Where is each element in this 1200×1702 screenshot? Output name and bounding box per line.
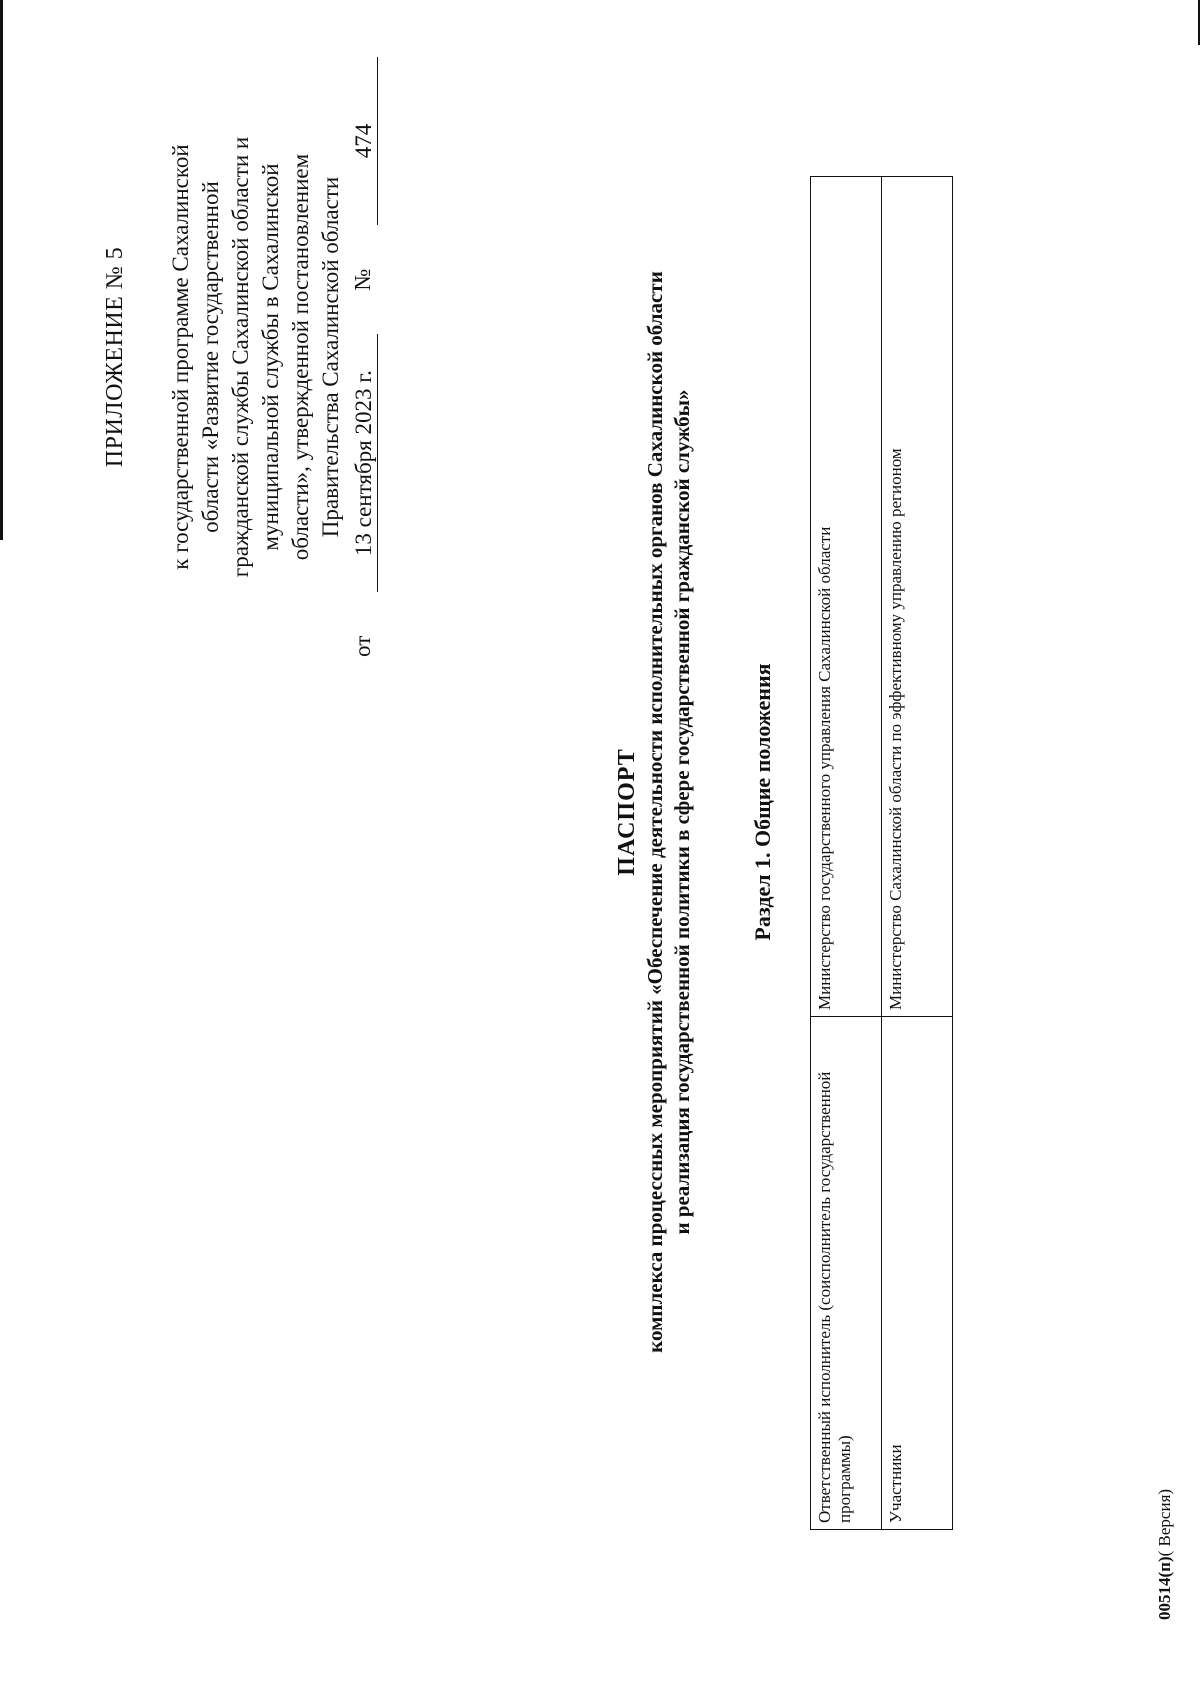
table-row <box>882 177 953 1530</box>
footer-version: ( Версия) <box>1155 1488 1174 1557</box>
appendix-block <box>100 57 378 657</box>
appendix-line: области», утвержденной постановлением <box>288 153 313 561</box>
table-cell-key: Участники <box>882 1017 953 1530</box>
passport-subtitle-line2: и реализация государственной политики в сфере государственной гражданской службы» <box>670 389 694 1235</box>
section-title: Раздел 1. Общие положения <box>750 663 775 941</box>
appendix-line: гражданской службы Сахалинской области и <box>228 136 253 578</box>
table-row <box>811 177 882 1530</box>
number-label: № <box>350 268 375 291</box>
general-provisions-table <box>810 176 953 1530</box>
table-cell-value: Министерство государственного управления Сахалинской области <box>811 177 882 1017</box>
passport-title-block <box>612 72 696 1552</box>
table-cell-value: Министерство Сахалинской области по эффективному управлению регионом <box>882 177 953 1017</box>
appendix-line: области «Развитие государственной <box>198 181 223 533</box>
footer-code <box>1155 1489 1175 1620</box>
footer-code-number: 00514(п) <box>1155 1556 1174 1620</box>
passport-heading: ПАСПОРТ <box>614 748 640 876</box>
appendix-line: к государственной программе Сахалинской <box>168 144 193 570</box>
appendix-line: Правительства Сахалинской области <box>318 176 343 538</box>
from-label: от <box>350 635 375 657</box>
table-cell-key: Ответственный исполнитель (соисполнитель государственной программы) <box>811 1017 882 1530</box>
appendix-title: ПРИЛОЖЕНИЕ № 5 <box>102 246 128 468</box>
appendix-date-line <box>348 57 378 657</box>
decree-number: 474 <box>351 57 378 225</box>
decree-date: 13 сентября 2023 г. <box>351 334 378 592</box>
passport-subtitle-line1: комплекса процессных мероприятий «Обеспечение деятельности исполнительных органов Сахалинской области <box>643 271 667 1353</box>
appendix-line: муниципальной службы в Сахалинской <box>258 163 283 551</box>
